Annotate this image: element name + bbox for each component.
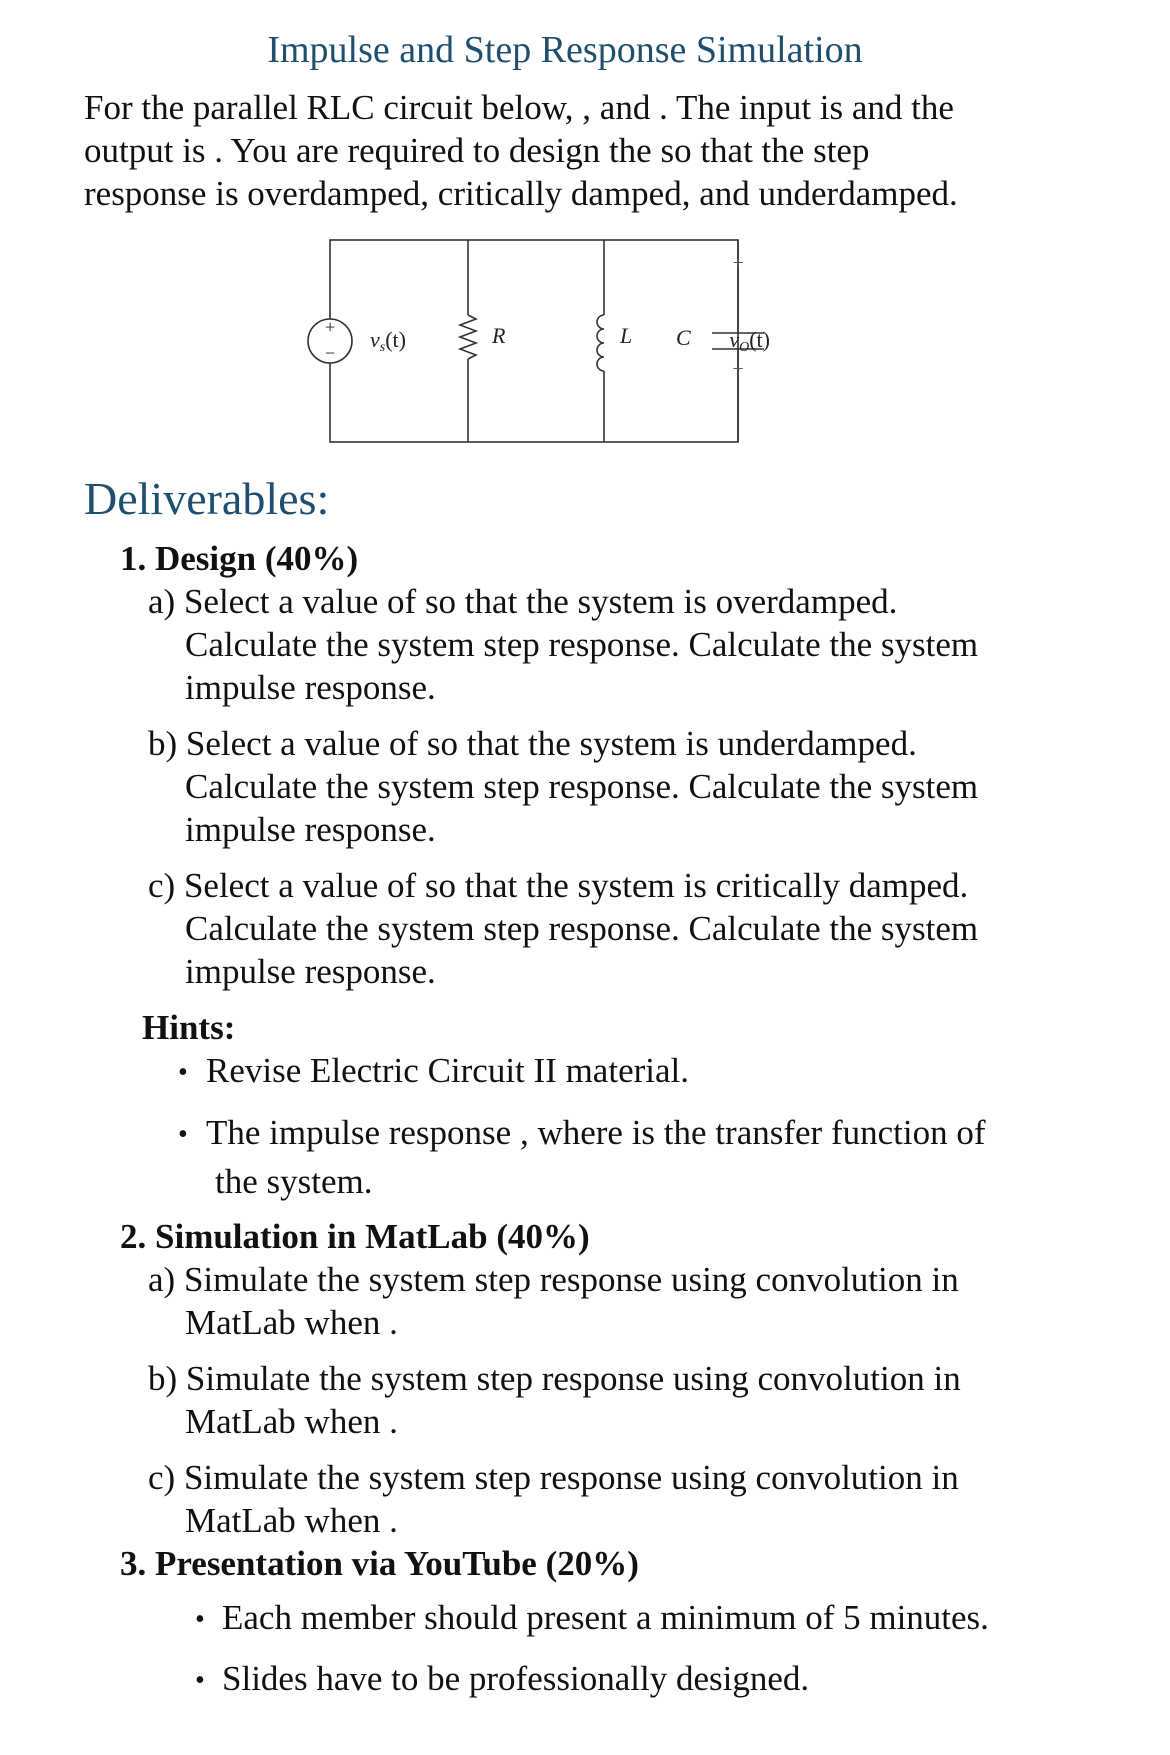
intro-paragraph bbox=[84, 86, 1044, 215]
resistor-label: R bbox=[492, 323, 506, 348]
design-c-line-3: impulse response. bbox=[185, 952, 436, 991]
deliverables-heading: Deliverables: bbox=[84, 473, 330, 524]
presentation-1-text: Each member should present a minimum of 5 minutes. bbox=[222, 1598, 989, 1637]
simulation-a-line-1: a) Simulate the system step response using convolution in bbox=[148, 1260, 959, 1299]
design-c-line-2: Calculate the system step response. Calculate the system bbox=[185, 909, 979, 948]
simulation-heading: 2. Simulation in MatLab (40%) bbox=[120, 1217, 590, 1256]
design-b-line-1: b) Select a value of so that the system is underdamped. bbox=[148, 724, 917, 763]
source-voltage-label: vs(t) bbox=[370, 327, 406, 355]
simulation-a-line-2: MatLab when . bbox=[185, 1303, 398, 1342]
hint-2-line-1: The impulse response , where is the transfer function of bbox=[206, 1113, 986, 1152]
intro-line-3: response is overdamped, critically damped, and underdamped. bbox=[84, 174, 958, 213]
design-a-line-2: Calculate the system step response. Calculate the system bbox=[185, 625, 979, 664]
simulation-c-line-1: c) Simulate the system step response using convolution in bbox=[148, 1458, 959, 1497]
source-minus-sign: − bbox=[323, 343, 337, 363]
hint-2-bullet: • bbox=[178, 1119, 188, 1150]
page-title: Impulse and Step Response Simulation bbox=[267, 29, 863, 71]
intro-line-2: output is . You are required to design the so that the step bbox=[84, 131, 870, 170]
hint-2-line-2: the system. bbox=[215, 1162, 373, 1201]
presentation-2-text: Slides have to be professionally designed. bbox=[222, 1659, 810, 1698]
design-b-line-3: impulse response. bbox=[185, 810, 436, 849]
presentation-heading: 3. Presentation via YouTube (20%) bbox=[120, 1544, 639, 1583]
presentation-1-bullet: • bbox=[195, 1604, 205, 1635]
simulation-c-line-2: MatLab when . bbox=[185, 1501, 398, 1540]
presentation-2-bullet: • bbox=[195, 1665, 205, 1696]
source-plus-sign: + bbox=[323, 317, 337, 337]
design-heading: 1. Design (40%) bbox=[120, 539, 359, 578]
output-plus-sign: + bbox=[731, 252, 745, 274]
intro-line-1: For the parallel RLC circuit below, , and . The input is and the bbox=[84, 88, 954, 127]
design-a-line-1: a) Select a value of so that the system is overdamped. bbox=[148, 582, 898, 621]
design-a-line-3: impulse response. bbox=[185, 668, 436, 707]
design-b-line-2: Calculate the system step response. Calculate the system bbox=[185, 767, 979, 806]
resistor-symbol bbox=[460, 315, 476, 359]
output-minus-sign: − bbox=[731, 358, 745, 380]
rlc-circuit-diagram bbox=[290, 225, 770, 455]
simulation-b-line-2: MatLab when . bbox=[185, 1402, 398, 1441]
output-voltage-label: vO(t) bbox=[729, 327, 770, 355]
hint-1-bullet: • bbox=[178, 1057, 188, 1088]
simulation-b-line-1: b) Simulate the system step response using convolution in bbox=[148, 1359, 961, 1398]
design-c-line-1: c) Select a value of so that the system is critically damped. bbox=[148, 866, 969, 905]
hint-1-text: Revise Electric Circuit II material. bbox=[206, 1051, 689, 1090]
inductor-symbol bbox=[597, 315, 604, 371]
capacitor-label: C bbox=[676, 325, 691, 350]
hints-heading: Hints: bbox=[142, 1008, 236, 1047]
inductor-label: L bbox=[620, 323, 633, 348]
